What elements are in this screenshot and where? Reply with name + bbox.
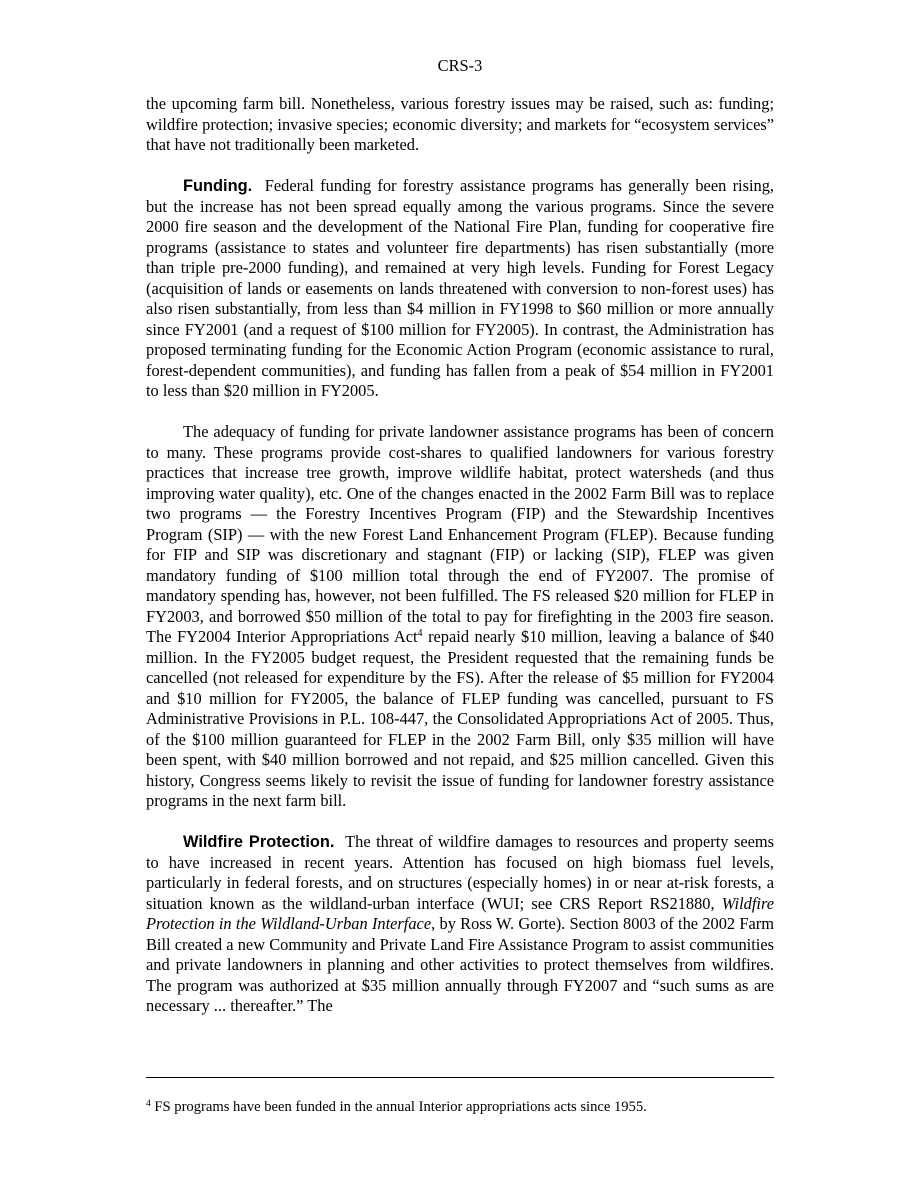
footnote-text: FS programs have been funded in the annual Interior appropriations acts since 1955.	[150, 1099, 647, 1115]
paragraph-intro: the upcoming farm bill. Nonetheless, various forestry issues may be raised, such as: funding; wildfire protection; invasive species; economic diversity; and markets for “ecosystem services” that have not traditionally been marketed.	[146, 94, 774, 154]
section-heading-funding: Funding.	[183, 177, 253, 195]
footnote-divider	[146, 1077, 774, 1078]
report-title-italic: Wildfire Protection in the Wildland-Urban Interface	[146, 893, 774, 933]
paragraph-wildfire	[146, 832, 774, 1017]
footnote	[146, 1098, 774, 1116]
paragraph-landowner-text-b: repaid nearly $10 million, leaving a balance of $40 million. In the FY2005 budget request, the President requested that the remaining funds be cancelled (not released for expenditure by the FS). After the release of $5 million for FY2004 and $10 million for FY2005, the balance of FLEP funding was cancelled, pursuant to FS Administrative Provisions in P.L. 108-447, the Consolidated Appropriations Act of 2005. Thus, of the $100 million guaranteed for FLEP in the 2002 Farm Bill, only $35 million will have been spent, with $40 million borrowed and not repaid, and $25 million cancelled. Given this history, Congress seems likely to revisit the issue of funding for landowner forestry assistance programs in the next farm bill.	[146, 627, 774, 810]
paragraph-funding-text: Federal funding for forestry assistance programs has generally been rising, but the increase has not been spread equally among the various programs. Since the severe 2000 fire season and the development of the National Fire Plan, funding for cooperative fire programs (assistance to states and volunteer fire departments) has risen substantially (more than triple pre-2000 funding), and remained at very high levels. Funding for Forest Legacy (acquisition of lands or easements on lands threatened with conversion to non-forest uses) has also risen substantially, from less than $4 million in FY1998 to $60 million or more annually since FY2001 (and a request of $100 million for FY2005). In contrast, the Administration has proposed terminating funding for the Economic Action Program (economic assistance to rural, forest-dependent communities), and funding has fallen from a peak of $54 million in FY2001 to less than $20 million in FY2005.	[146, 176, 774, 400]
footnote-ref: 4	[417, 628, 423, 639]
body-text	[146, 94, 774, 1037]
footnote-number: 4	[146, 1099, 151, 1109]
page-header: CRS-3	[437, 56, 483, 75]
paragraph-wildfire-text-a: The threat of wildfire damages to resources and property seems to have increased in recent years. Attention has focused on high biomass fuel levels, particularly in federal forests, and on structures (especially homes) in or near at-risk forests, a situation known as the wildland-urban interface (WUI; see CRS Report RS21880,	[146, 832, 774, 913]
section-heading-wildfire: Wildfire Protection.	[183, 833, 335, 851]
paragraph-funding	[146, 176, 774, 402]
paragraph-landowner-assistance	[146, 422, 774, 812]
paragraph-landowner-text-a: The adequacy of funding for private landowner assistance programs has been of concern to many. These programs provide cost-shares to qualified landowners for various forestry practices that increase tree growth, improve wildlife habitat, protect watersheds (and thus improving water quality), etc. One of the changes enacted in the 2002 Farm Bill was to replace two programs — the Forestry Incentives Program (FIP) and the Stewardship Incentives Program (SIP) — with the new Forest Land Enhancement Program (FLEP). Because funding for FIP and SIP was discretionary and stagnant (FIP) or lacking (SIP), FLEP was given mandatory funding of $100 million total through the end of FY2007. The promise of mandatory spending has, however, not been fulfilled. The FS released $20 million for FLEP in FY2003, and borrowed $50 million of the total to pay for firefighting in the 2003 fire season. The FY2004 Interior Appropriations Act	[146, 422, 774, 646]
paragraph-wildfire-text-b: , by Ross W. Gorte). Section 8003 of the 2002 Farm Bill created a new Community and Private Land Fire Assistance Program to assist communities and private landowners in planning and other activities to protect themselves from wildfires. The program was authorized at $35 million annually through FY2007 and “such sums as are necessary ... thereafter.” The	[146, 914, 774, 1015]
